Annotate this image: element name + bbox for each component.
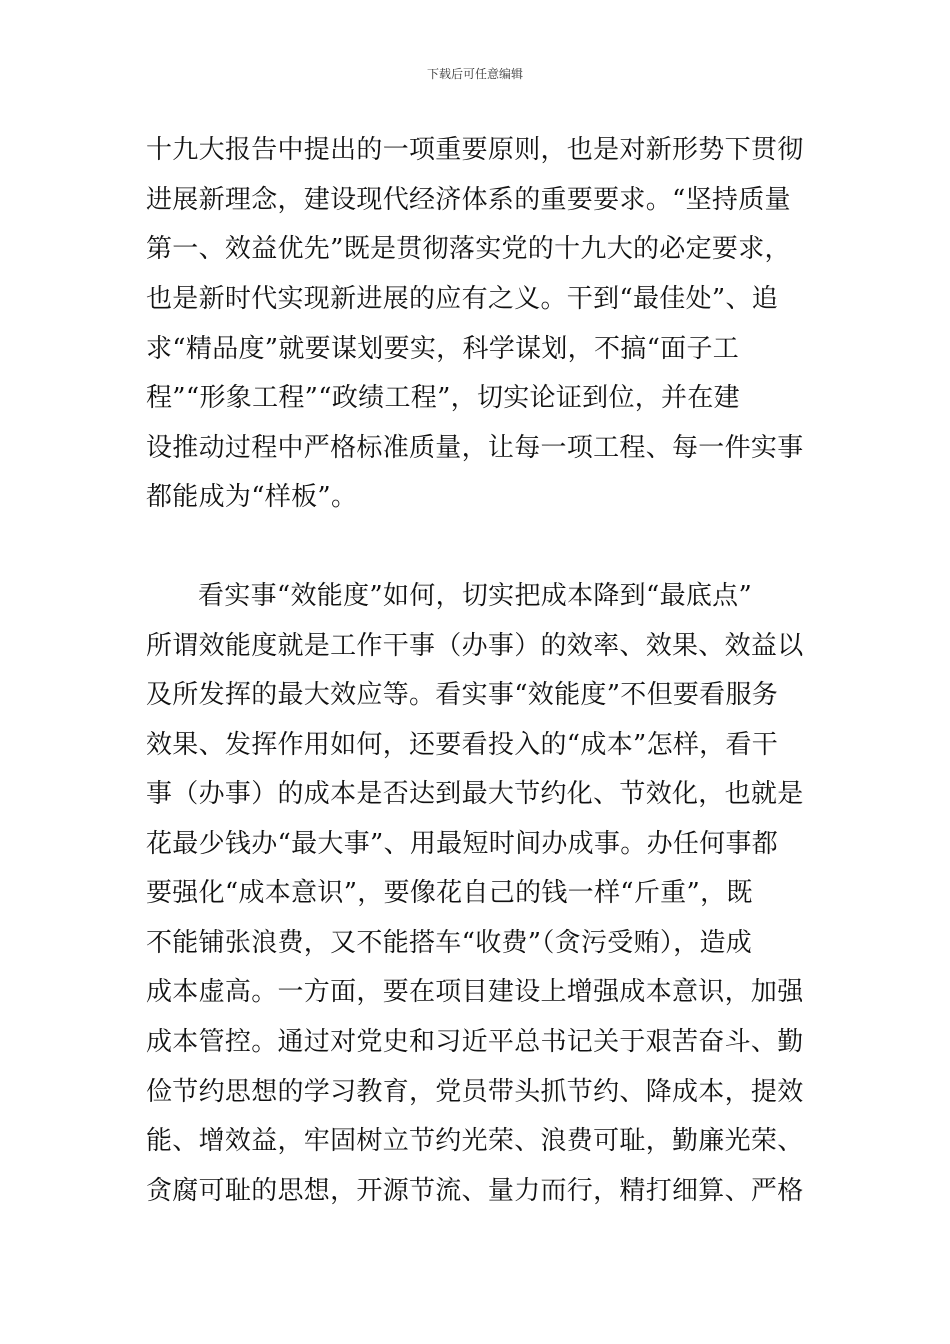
page-header: 下载后可任意编辑 bbox=[426, 67, 523, 81]
text-line: 程”“形象工程”“政绩工程”，切实论证到位，并在建 bbox=[146, 383, 740, 413]
text-line: 也是新时代实现新进展的应有之义。干到“最佳处”、追 bbox=[146, 284, 779, 314]
text-line: 花最少钱办“最大事”、用最短时间办成事。办任何事都 bbox=[146, 829, 779, 859]
text-line: 都能成为“样板”。 bbox=[146, 482, 358, 512]
text-line: 要强化“成本意识”，要像花自己的钱一样“斤重”，既 bbox=[146, 878, 753, 908]
text-line: 效果、发挥作用如何，还要看投入的“成本”怎样，看干 bbox=[146, 730, 779, 760]
text-line: 十九大报告中提出的一项重要原则，也是对新形势下贯彻 bbox=[146, 135, 804, 165]
text-line: 事（办事）的成本是否达到最大节约化、节效化，也就是 bbox=[146, 779, 804, 809]
text-line: 所谓效能度就是工作干事（办事）的效率、效果、效益以 bbox=[146, 631, 804, 661]
text-line: 求“精品度”就要谋划要实，科学谋划，不搞“面子工 bbox=[146, 334, 740, 364]
text-line: 进展新理念，建设现代经济体系的重要要求。“坚持质量 bbox=[146, 185, 791, 215]
text-line: 看实事“效能度”如何，切实把成本降到“最底点” bbox=[198, 581, 753, 611]
text-line: 及所发挥的最大效应等。看实事“效能度”不但要看服务 bbox=[146, 680, 779, 710]
text-line: 成本虚高。一方面，要在项目建设上增强成本意识，加强 bbox=[146, 977, 804, 1007]
text-line: 设推动过程中严格标准质量，让每一项工程、每一件实事 bbox=[146, 433, 804, 463]
text-line: 成本管控。通过对党史和习近平总书记关于艰苦奋斗、勤 bbox=[146, 1027, 804, 1057]
text-line: 俭节约思想的学习教育，党员带头抓节约、降成本，提效 bbox=[146, 1077, 804, 1107]
text-line: 第一、效益优先”既是贯彻落实党的十九大的必定要求， bbox=[146, 234, 791, 264]
text-line: 能、增效益，牢固树立节约光荣、浪费可耻，勤廉光荣、 bbox=[146, 1126, 804, 1156]
text-line: 不能铺张浪费，又不能搭车“收费”（贪污受贿），造成 bbox=[146, 928, 753, 958]
text-line: 贪腐可耻的思想，开源节流、量力而行，精打细算、严格 bbox=[146, 1176, 804, 1206]
